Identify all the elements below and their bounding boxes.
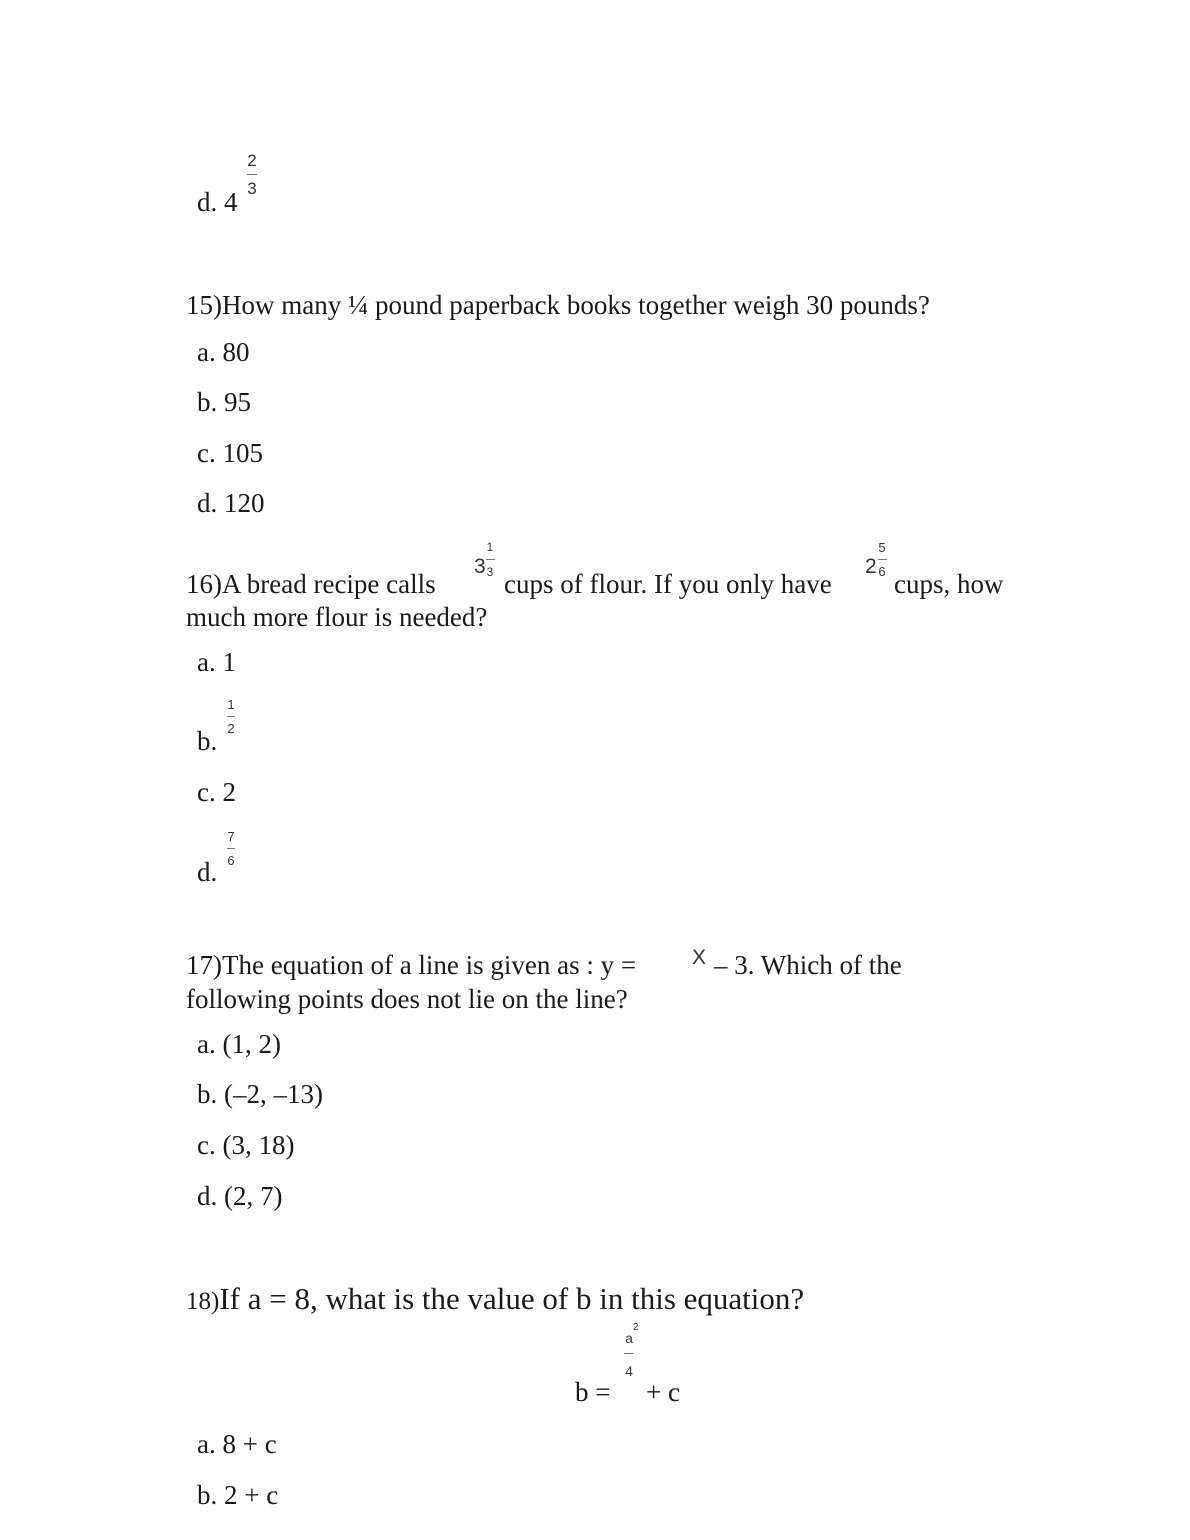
q16-option-a: a. 1 [197, 647, 236, 677]
q17-part1: The equation of a line is given as : y = [222, 950, 637, 980]
q17-line2: following points does not lie on the line? [186, 984, 628, 1014]
q17-option-b: b. (–2, –13) [197, 1079, 323, 1109]
q15-option-c: c. 105 [197, 438, 263, 468]
fraction-denominator: 4 [625, 1363, 633, 1379]
q16-line2: much more flour is needed? [186, 602, 488, 632]
q18-option-b: b. 2 + c [197, 1480, 279, 1510]
q15-number: 15) [186, 290, 222, 320]
q17-number: 17) [186, 950, 222, 980]
q18-text: If a = 8, what is the value of b in this equation? [219, 1281, 805, 1316]
fraction-numerator: 2 [247, 151, 257, 170]
fraction-numerator [618, 1322, 640, 1346]
fraction-bar [878, 559, 887, 560]
q16-mixed1-whole: 3 [474, 555, 486, 578]
q16-part2: cups of flour. If you only have [504, 569, 832, 599]
fraction-numerator-exponent: 2 [632, 1322, 639, 1333]
q15-option-d: d. 120 [197, 488, 265, 518]
fraction-denominator: 6 [878, 564, 886, 579]
q16-part1: A bread recipe calls [222, 569, 436, 599]
fraction-numerator: 1 [486, 540, 494, 554]
q17-variable: X [692, 946, 707, 969]
fraction-denominator: 3 [486, 565, 494, 579]
q18-equation-right: + c [646, 1377, 680, 1407]
fraction-numerator: 7 [227, 829, 235, 844]
fraction-bar [624, 1353, 634, 1354]
q14-option-d-fraction [244, 152, 260, 197]
fraction-denominator: 3 [247, 179, 257, 198]
fraction-bar [247, 174, 257, 175]
fraction-denominator: 2 [227, 721, 235, 736]
q18-question [186, 1281, 804, 1320]
q16-number: 16) [186, 569, 222, 599]
q14-option-d-label: d. 4 [197, 187, 238, 217]
q14-option-d [197, 186, 238, 218]
q16-option-b [197, 725, 217, 757]
q17-option-c: c. (3, 18) [197, 1130, 295, 1160]
fraction-denominator: 6 [227, 853, 235, 868]
q17-option-d: d. (2, 7) [197, 1181, 283, 1211]
q16-option-d-fraction [224, 830, 238, 867]
fraction-bar [486, 559, 495, 560]
q16-option-c: c. 2 [197, 777, 236, 807]
q16-mixed2-fraction [876, 541, 888, 578]
fraction-numerator-base: a [625, 1330, 633, 1346]
q17-option-a: a. (1, 2) [197, 1029, 281, 1059]
q18-equation-fraction [618, 1322, 640, 1379]
q17-number-and-part1 [186, 949, 636, 981]
q18-equation-left: b = [575, 1377, 611, 1407]
q15-question [186, 289, 930, 321]
q16-mixed2-whole: 2 [865, 555, 877, 578]
q17-part2: – 3. Which of the [714, 950, 902, 980]
q18-number: 18) [186, 1288, 220, 1315]
q16-option-d-label: d. [197, 857, 218, 887]
fraction-bar [227, 716, 235, 717]
q16-option-b-label: b. [197, 726, 218, 756]
q16-part3: cups, how [894, 569, 1004, 599]
q16-mixed1-fraction [484, 541, 496, 578]
q16-option-b-fraction [224, 698, 238, 735]
fraction-numerator: 1 [227, 697, 235, 712]
fraction-numerator: 5 [878, 540, 886, 555]
q15-text: How many ¼ pound paperback books together weigh 30 pounds? [222, 290, 930, 320]
q15-option-a: a. 80 [197, 337, 250, 367]
q16-number-and-part1 [186, 568, 436, 600]
q15-option-b: b. 95 [197, 387, 251, 417]
q18-option-a: a. 8 + c [197, 1429, 277, 1459]
q16-option-d [197, 856, 217, 888]
fraction-bar [227, 848, 235, 849]
